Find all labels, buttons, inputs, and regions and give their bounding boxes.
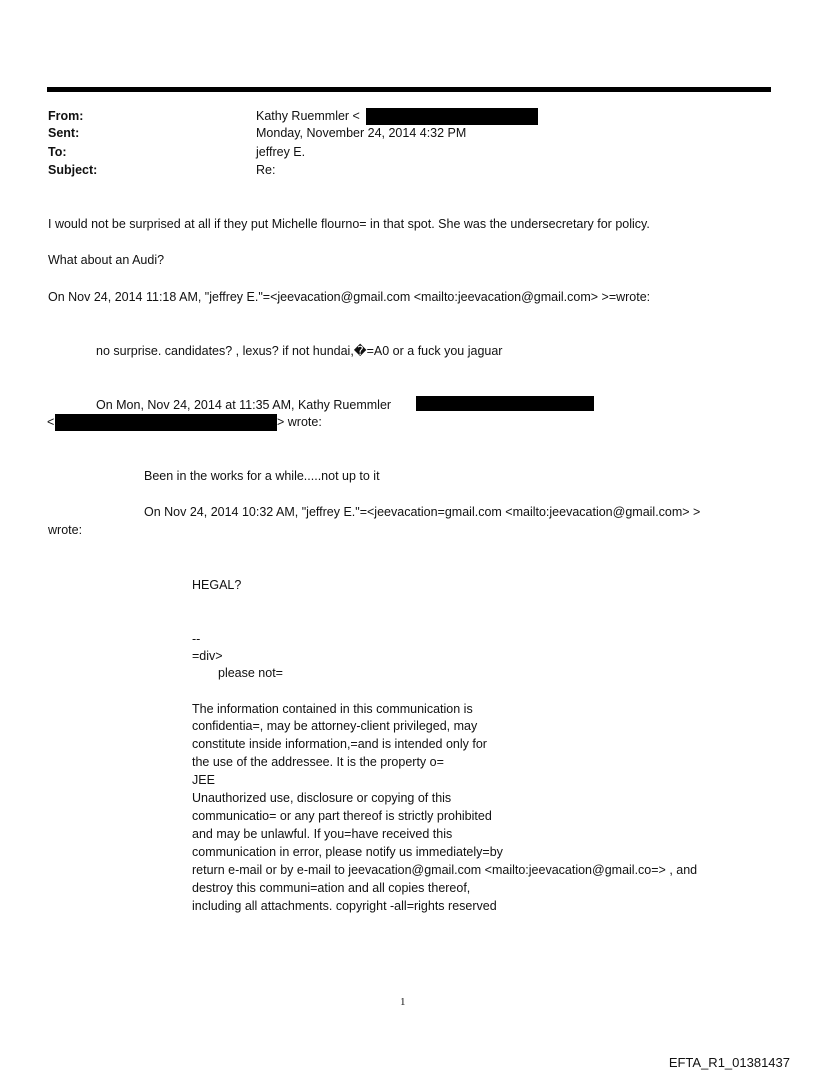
disclaimer-line: confidentia=, may be attorney-client privileged, may (192, 719, 478, 733)
subject-label: Subject: (48, 163, 98, 177)
body-paragraph: I would not be surprised at all if they put Michelle flourno= in that spot. She was the undersecretary for policy. (48, 217, 650, 231)
header-rule (47, 87, 771, 92)
disclaimer-line: destroy this communi=ation and all copies thereof, (192, 881, 471, 895)
nested-quote-paragraph: Been in the works for a while.....not up to it (144, 469, 380, 483)
disclaimer-line: communication in error, please notify us immediately=by (192, 845, 503, 859)
deep-quote-paragraph: HEGAL? (192, 578, 242, 592)
redaction-bar (416, 396, 594, 411)
quoted-reply-wrote: > wrote: (277, 415, 322, 429)
disclaimer-line: communicatio= or any part thereof is strictly prohibited (192, 809, 492, 823)
from-value: Kathy Ruemmler < (256, 109, 360, 123)
subject-value: Re: (256, 163, 276, 177)
from-label: From: (48, 109, 84, 123)
disclaimer-line: and may be unlawful. If you=have received this (192, 827, 453, 841)
signature-dashes: -- (192, 632, 201, 646)
to-label: To: (48, 145, 67, 159)
reply-header: On Nov 24, 2014 11:18 AM, "jeffrey E."=<jeevacation@gmail.com <mailto:jeevacation@gmail.com> >=wrote: (48, 290, 651, 304)
redaction-bar (366, 108, 538, 125)
disclaimer-line: return e-mail or by e-mail to jeevacation@gmail.com <mailto:jeevacation@gmail.co=> , and (192, 863, 698, 877)
disclaimer-line: the use of the addressee. It is the property o= (192, 755, 444, 769)
to-value: jeffrey E. (256, 145, 306, 159)
disclaimer-line: including all attachments. copyright -all=rights reserved (192, 899, 497, 913)
signature-div: =div> (192, 649, 223, 663)
disclaimer-line: constitute inside information,=and is intended only for (192, 737, 487, 751)
nested-reply-header: On Nov 24, 2014 10:32 AM, "jeffrey E."=<jeevacation=gmail.com <mailto:jeevacation@gmail.com> > (144, 505, 701, 519)
sent-value: Monday, November 24, 2014 4:32 PM (256, 126, 467, 140)
quoted-reply-header: On Mon, Nov 24, 2014 at 11:35 AM, Kathy Ruemmler (96, 398, 392, 412)
quoted-reply-header-cont: < (47, 415, 55, 429)
page-number: 1 (400, 996, 406, 1008)
quoted-paragraph: no surprise. candidates? , lexus? if not hundai,�=A0 or a fuck you jaguar (96, 344, 503, 358)
redaction-bar (55, 414, 277, 431)
body-paragraph: What about an Audi? (48, 253, 165, 267)
disclaimer-line: The information contained in this communication is (192, 702, 473, 716)
disclaimer-line: Unauthorized use, disclosure or copying of this (192, 791, 452, 805)
disclaimer-line: JEE (192, 773, 215, 787)
signature-please: please not= (218, 666, 283, 680)
document-id: EFTA_R1_01381437 (668, 1055, 790, 1070)
sent-label: Sent: (48, 126, 80, 140)
nested-reply-header-cont: wrote: (48, 523, 83, 537)
